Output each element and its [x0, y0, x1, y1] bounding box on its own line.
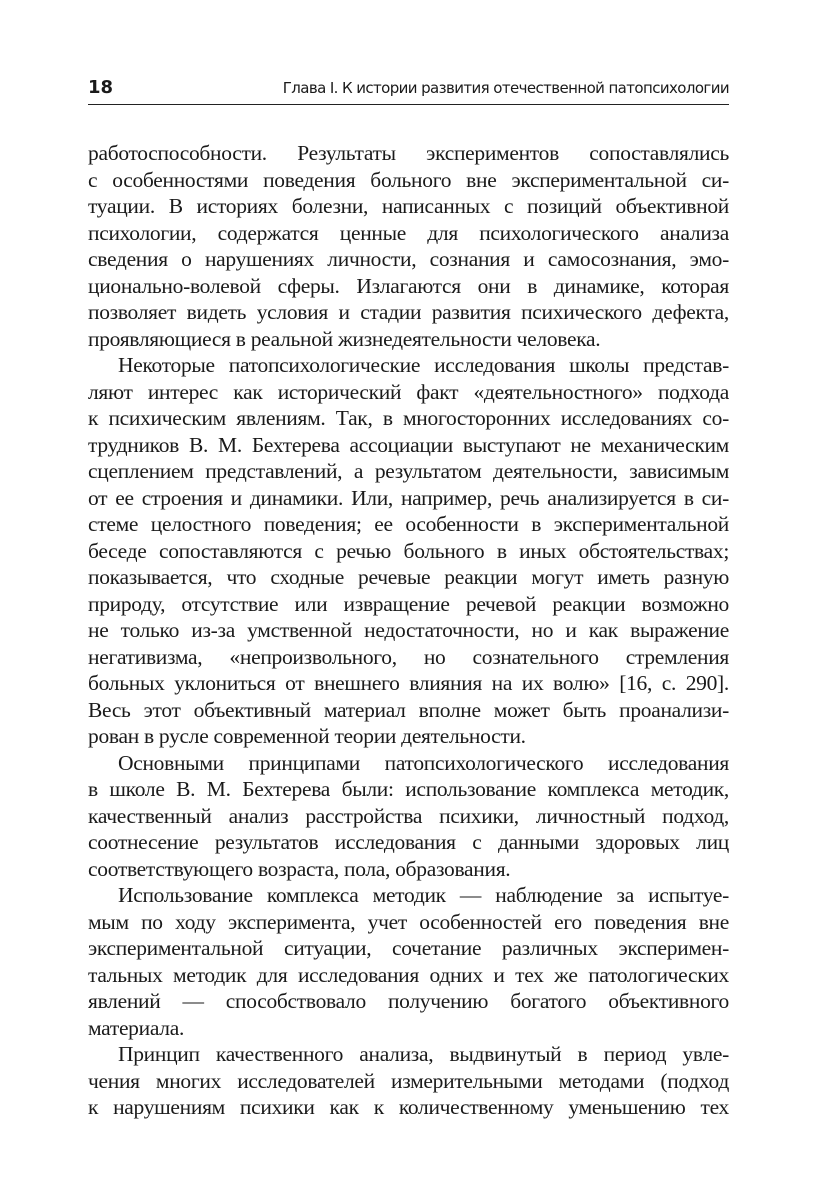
text-line: позволяет видеть условия и стадии развития психического дефекта,: [88, 300, 729, 324]
text-line: соответствующего возраста, пола, образования.: [88, 856, 511, 881]
text-line: психологии, содержатся ценные для психологического анализа: [88, 220, 729, 245]
text-line: Принцип качественного анализа, выдвинутый в период увле-: [118, 1042, 729, 1066]
text-line: тальных методик для исследования одних и тех же патологических: [88, 962, 729, 987]
text-line: материала.: [88, 1015, 185, 1040]
running-head: Глава I. К истории развития отечественной патопсихологии: [282, 79, 729, 97]
text-line: от ее строения и динамики. Или, например, речь анализируется в си-: [88, 485, 729, 510]
text-line: к нарушениям психики как к количественному уменьшению тех: [88, 1095, 729, 1119]
text-line: рован в русле современной теории деятельности.: [88, 724, 526, 748]
body-text: [88, 140, 729, 1121]
text-line: ционально-волевой сферы. Излагаются они в динамике, которая: [88, 273, 729, 298]
text-line: ляют интерес как исторический факт «деятельностного» подхода: [88, 379, 729, 404]
text-line: с особенностями поведения больного вне экспериментальной си-: [88, 167, 729, 192]
text-line: беседе сопоставляются с речью больного в иных обстоятельствах;: [88, 538, 729, 563]
text-line: соотнесение результатов исследования с данными здоровых лиц: [88, 830, 729, 854]
text-line: не только из-за умственной недостаточности, но и как выражение: [88, 618, 729, 642]
text-line: трудников В. М. Бехтерева ассоциации выступают не механическим: [88, 432, 729, 457]
text-line: проявляющиеся в реальной жизнедеятельности человека.: [88, 326, 601, 351]
text-line: природу, отсутствие или извращение речевой реакции возможно: [88, 591, 729, 616]
text-line: туации. В историях болезни, написанных с позиций объективной: [88, 194, 729, 218]
text-line: Основными принципами патопсихологического исследования: [118, 750, 729, 775]
page-header: [88, 74, 729, 102]
header-rule: [88, 104, 729, 105]
text-line: Использование комплекса методик — наблюдение за испытуе-: [118, 883, 729, 907]
text-line: экспериментальной ситуации, сочетание различных эксперимен-: [88, 936, 729, 960]
paragraph: [88, 882, 729, 1041]
text-line: явлений — способствовало получению богатого объективного: [88, 989, 729, 1013]
text-line: к психическим явлениям. Так, в многосторонних исследованиях со-: [88, 406, 729, 430]
paragraph: [88, 1041, 729, 1121]
text-line: показывается, что сходные речевые реакции могут иметь разную: [88, 565, 729, 589]
text-line: негативизма, «непроизвольного, но сознательного стремления: [88, 644, 729, 669]
text-line: Некоторые патопсихологические исследования школы представ-: [118, 353, 729, 377]
text-line: мым по ходу эксперимента, учет особенностей его поведения вне: [88, 909, 729, 934]
text-line: стеме целостного поведения; ее особенности в экспериментальной: [88, 512, 729, 536]
paragraph: [88, 352, 729, 750]
page-number: 18: [88, 77, 114, 98]
text-line: Весь этот объективный материал вполне может быть проанализи-: [88, 697, 729, 722]
text-line: чения многих исследователей измерительными методами (подход: [88, 1068, 729, 1093]
text-line: в школе В. М. Бехтерева были: использование комплекса методик,: [88, 777, 729, 801]
text-line: больных уклониться от внешнего влияния на их волю» [16, с. 290].: [88, 671, 729, 695]
text-line: сцеплением представлений, а результатом деятельности, зависимым: [88, 459, 729, 483]
text-line: качественный анализ расстройства психики, личностный подход,: [88, 803, 729, 828]
paragraph: [88, 750, 729, 883]
paragraph: [88, 140, 729, 352]
text-line: работоспособности. Результаты экспериментов сопоставлялись: [88, 141, 729, 165]
text-line: сведения о нарушениях личности, сознания и самосознания, эмо-: [88, 247, 729, 271]
